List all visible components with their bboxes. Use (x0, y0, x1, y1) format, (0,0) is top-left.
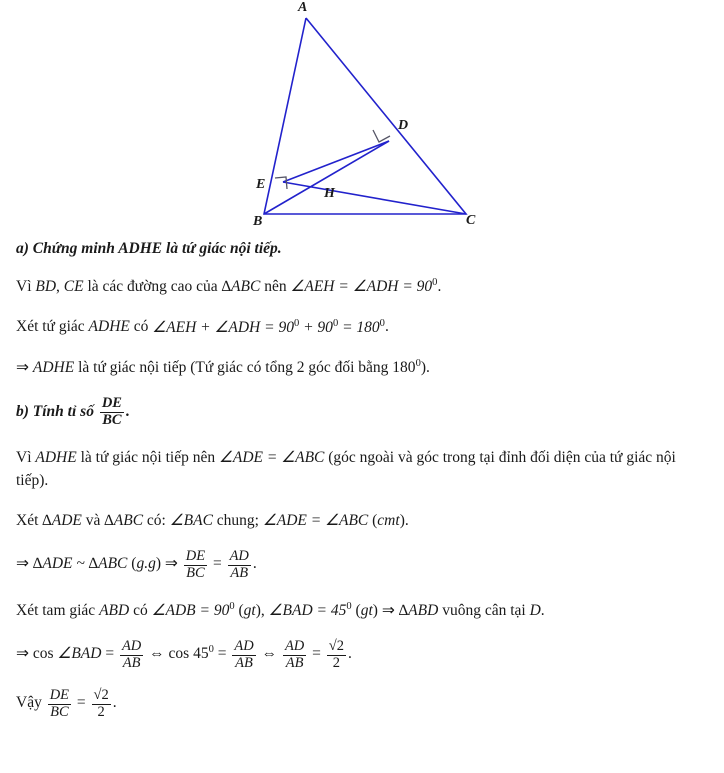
a2-pre: Xét tứ giác (16, 318, 85, 336)
vertex-label-a: A (298, 0, 308, 15)
b6-fraction-sqrt2-2 (92, 688, 111, 720)
b6-fraction-de-bc (48, 688, 71, 720)
heading-part-a (16, 240, 708, 258)
b5-cos2: cos 45 (168, 645, 209, 663)
b4-comma: , (260, 601, 265, 619)
a2-eq2: = 180 (338, 318, 380, 336)
para-b-6 (16, 688, 708, 720)
b1-paren: (góc ngoài và góc trong tại đỉnh đối diện của tứ giác nội (328, 448, 676, 466)
b2-chung: chung; (216, 512, 259, 530)
a2-end: . (384, 318, 389, 336)
b5-fraction-sqrt2-2 (327, 639, 346, 671)
b1-pre: Vì (16, 448, 32, 466)
b2-equation: ∠ADE = ∠ABC (262, 512, 369, 530)
b2-tri1: ∆ADE (42, 512, 82, 530)
b2-cmt: cmt (377, 512, 400, 530)
a3-arrow: ⇒ (16, 358, 29, 376)
b6-f1-num: DE (49, 687, 70, 704)
b2-va: và (85, 512, 101, 530)
para-b-3 (16, 549, 708, 581)
b4-gt2-open: ( (355, 601, 361, 619)
b2-tri2: ∆ABC (104, 512, 144, 530)
vertex-label-e: E (256, 177, 266, 192)
b3-f2-den: AB (228, 565, 251, 582)
b4-gt1-open: ( (238, 601, 244, 619)
b6-f2-num: √2 (93, 687, 109, 704)
b4-sup2: 0 (346, 600, 352, 612)
a2-co: có (133, 318, 149, 336)
b6-end: . (112, 694, 117, 712)
b4-sup1: 0 (229, 600, 235, 612)
segment-de (283, 141, 389, 182)
b5-end: . (348, 645, 352, 663)
a3-sup: 0 (415, 357, 421, 369)
a2-equation (152, 319, 385, 336)
a1-pre: Vì (16, 278, 32, 296)
b5-cos: cos (32, 645, 54, 663)
b5-cos45 (169, 645, 214, 662)
b4-tail: vuông cân tại (442, 601, 526, 619)
b5-eq3: = (312, 645, 321, 663)
b5-eq2: = (217, 645, 227, 663)
heading-a-suffix: là tứ giác nội tiếp. (166, 240, 282, 257)
b4-name: ABD (99, 601, 130, 619)
b5-f4-num: √2 (328, 638, 345, 654)
heading-b-prefix: b) Tính tỉ số (16, 403, 94, 421)
b4-triangle: ∆ABD (398, 601, 439, 619)
a1-mid: là các đường cao của (87, 278, 218, 296)
b1-mid: là tứ giác nội tiếp nên (80, 448, 216, 466)
b3-f1-den: BC (184, 565, 207, 582)
b3-end: . (252, 555, 257, 573)
b3-arrow: ⇒ (16, 555, 29, 573)
b2-co: có: (146, 512, 166, 530)
b4-ang2: ∠BAD = 45 (268, 601, 347, 619)
heading-b-frac-num: DE (101, 395, 122, 412)
b5-fraction-3 (283, 639, 306, 671)
b4-gt2-group (356, 602, 378, 619)
b3-gg-close: ) (155, 555, 161, 573)
heading-b-frac-den: BC (100, 412, 124, 429)
b2-cmt-open: ( (372, 512, 378, 530)
b5-f2-den: AB (232, 655, 255, 672)
b4-end: . (540, 601, 545, 619)
a1-comma: , (56, 278, 64, 296)
b3-fraction-de-bc (184, 549, 207, 581)
a2-sup1: 0 (293, 317, 300, 329)
vertex-label-d: D (398, 118, 409, 133)
b2-end: . (404, 512, 409, 530)
b3-equals: = (212, 555, 222, 573)
b1-name: ADHE (35, 448, 77, 466)
para-b-1 (16, 446, 708, 493)
a1-ce: CE (63, 278, 84, 296)
b3-gg: g.g (136, 555, 156, 573)
triangle-diagram-svg (0, 0, 724, 240)
a2-plus: + 90 (299, 318, 333, 336)
b4-gt2-close: ) (372, 601, 378, 619)
b4-gt1-group (239, 602, 261, 619)
b6-equals: = (76, 694, 86, 712)
a1-bd: BD (35, 278, 57, 296)
heading-b-suffix: . (125, 403, 130, 421)
para-a-3 (16, 356, 708, 379)
b5-f4-den: 2 (327, 655, 346, 672)
b2-pre: Xét (16, 512, 39, 530)
segment-ce (283, 182, 466, 214)
b3-gg-group (131, 555, 161, 572)
vertex-label-c: C (466, 213, 476, 228)
b5-f1-den: AB (120, 655, 143, 672)
b5-angle-bad: ∠BAD (57, 645, 102, 663)
b4-gt1: gt (243, 601, 256, 619)
para-b-5 (16, 639, 708, 671)
b1-equation: ∠ADE = ∠ABC (218, 448, 325, 466)
vertex-label-h: H (324, 186, 335, 201)
b6-f2-den: 2 (92, 704, 111, 721)
a1-sup: 0 (432, 277, 438, 288)
a1-triangle: ∆ABC (221, 278, 261, 296)
b5-f1-num: AD (121, 638, 142, 654)
b4-ang1: ∠ADB = 90 (151, 601, 230, 619)
vertex-label-b: B (253, 214, 263, 229)
b5-iff2: ⇔ (261, 645, 278, 663)
heading-a-quad: ADHE (118, 240, 163, 257)
b5-fraction-2 (232, 639, 255, 671)
heading-b-fraction (100, 396, 124, 428)
a2-sup3: 0 (379, 317, 385, 329)
para-b-4 (16, 599, 708, 622)
b5-f2-num: AD (234, 638, 254, 654)
b5-fraction-1 (120, 639, 143, 671)
b3-arrow2: ⇒ (164, 555, 178, 573)
b5-arrow: ⇒ (16, 645, 29, 663)
a1-eq-left: ∠AEH = ∠ADH = 90 (290, 278, 433, 296)
para-a-2 (16, 315, 708, 338)
b2-cmt-close: ) (399, 512, 405, 530)
b3-gg-open: ( (131, 555, 137, 573)
a2-sup2: 0 (332, 317, 339, 329)
b6-f1-den: BC (48, 704, 71, 721)
b4-gt1-close: ) (255, 601, 261, 619)
a1-equation (290, 278, 437, 295)
b4-gt2: gt (360, 601, 373, 619)
a3-text: là tứ giác nội tiếp (Tứ giác có tổng 2 góc đối bằng 180 (78, 358, 416, 376)
heading-a-prefix: a) Chứng minh (16, 240, 115, 257)
b4-angle-bad (269, 602, 352, 619)
heading-part-b (16, 396, 708, 428)
geometry-figure (0, 0, 724, 240)
b2-angle-bac: ∠BAC (169, 512, 213, 530)
b4-point-d: D (529, 601, 541, 619)
b3-f1-num: DE (185, 548, 206, 565)
b4-arrow: ⇒ (381, 601, 395, 619)
b1-line2: tiếp). (16, 471, 49, 489)
b6-vay: Vậy (16, 694, 42, 712)
a3-name: ADHE (32, 358, 75, 376)
a2-name: ADHE (88, 318, 130, 336)
a1-nen: nên (264, 278, 287, 296)
right-angle-mark-d (373, 130, 390, 142)
para-a-1 (16, 275, 708, 298)
para-b-2 (16, 509, 708, 532)
b4-co: có (133, 601, 148, 619)
solution-body (0, 240, 724, 721)
b5-iff1: ⇔ (149, 645, 165, 663)
b4-pre: Xét tam giác (16, 601, 96, 619)
b5-f3-den: AB (283, 655, 306, 672)
b3-f2-num: AD (229, 548, 249, 565)
b5-eq1: = (105, 645, 115, 663)
b5-f3-num: AD (284, 638, 305, 654)
b3-similar: ∆ADE ~ ∆ABC (32, 555, 128, 573)
b3-fraction-ad-ab (228, 549, 251, 581)
b5-sup: 0 (208, 643, 214, 655)
a1-end: . (437, 278, 442, 296)
a3-end: ). (420, 358, 430, 376)
b2-cmt-group (372, 512, 405, 529)
b4-angle-adb (152, 602, 235, 619)
a2-eq: ∠AEH + ∠ADH = 90 (152, 318, 294, 336)
